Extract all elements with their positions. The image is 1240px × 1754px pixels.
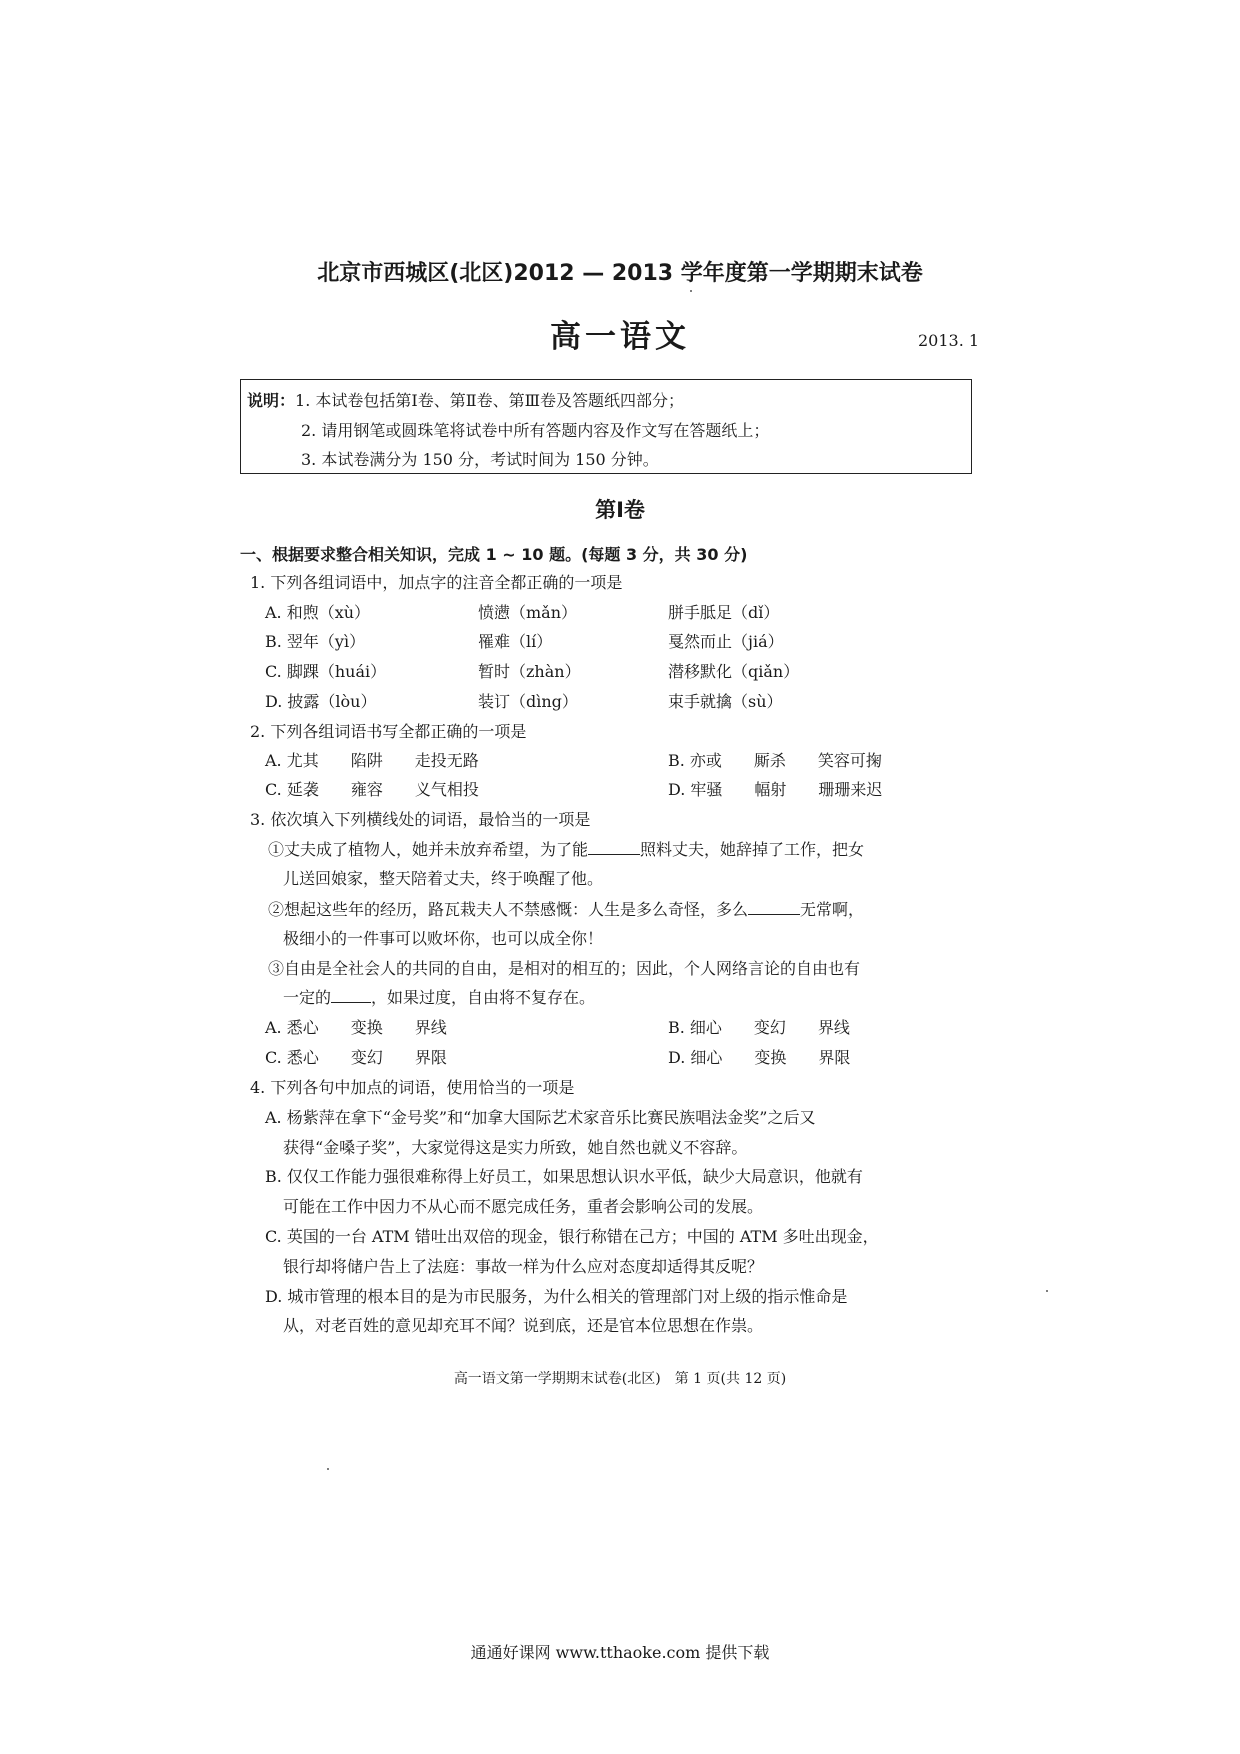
download-watermark: 通通好课网 www.tthaoke.com 提供下载 bbox=[470, 1643, 770, 1662]
q1-option-a-2: 愤懑（mǎn） bbox=[478, 603, 578, 622]
q1-option-d-2: 装订（dìng） bbox=[478, 692, 578, 711]
q1-option-c-1: C. 脚踝（huái） bbox=[265, 662, 387, 681]
q2-option-c: C. 延袭 雍容 义气相投 bbox=[265, 780, 479, 799]
q3-s2-part-b: 无常啊， bbox=[800, 900, 865, 919]
instructions-label: 说明： bbox=[247, 391, 296, 410]
q2-option-d: D. 牢骚 幅射 珊珊来迟 bbox=[668, 780, 883, 799]
q3-sentence-2-line-1 bbox=[268, 897, 864, 920]
q4-option-a-line-2: 获得“金嗓子奖”，大家觉得这是实力所致，她自然也就义不容辞。 bbox=[283, 1138, 748, 1157]
instruction-2: 2. 请用钢笔或圆珠笔将试卷中所有答题内容及作文写在答题纸上； bbox=[301, 421, 770, 440]
instruction-1-text: 1. 本试卷包括第Ⅰ卷、第Ⅱ卷、第Ⅲ卷及答题纸四部分； bbox=[295, 391, 684, 410]
q1-option-c-3: 潜移默化（qiǎn） bbox=[668, 662, 800, 681]
exam-title: 北京市西城区(北区)2012 — 2013 学年度第一学期期末试卷 bbox=[317, 261, 923, 286]
q1-option-c-2: 暂时（zhàn） bbox=[478, 662, 581, 681]
q1-option-b-1: B. 翌年（yì） bbox=[265, 632, 366, 651]
q1-option-a-3: 胼手胝足（dǐ） bbox=[668, 603, 780, 622]
scan-speck bbox=[327, 1468, 329, 1470]
q3-option-c: C. 悉心 变幻 界限 bbox=[265, 1048, 447, 1067]
page-footer: 高一语文第一学期期末试卷(北区) 第 1 页(共 12 页) bbox=[453, 1371, 787, 1387]
q3-blank-1 bbox=[588, 840, 640, 855]
q4-option-c-line-1: C. 英国的一台 ATM 错吐出双倍的现金，银行称错在己方；中国的 ATM 多吐出现金， bbox=[265, 1227, 879, 1246]
q3-blank-3 bbox=[331, 988, 371, 1003]
q1-option-b-3: 戛然而止（jiá） bbox=[668, 632, 784, 651]
q2-option-b: B. 亦或 厮杀 笑容可掬 bbox=[668, 751, 882, 770]
question-4-stem: 4. 下列各句中加点的词语，使用恰当的一项是 bbox=[250, 1078, 575, 1097]
q1-option-b-2: 罹难（lí） bbox=[478, 632, 553, 651]
q1-option-a-1: A. 和煦（xù） bbox=[265, 603, 371, 622]
section-heading: 一、根据要求整合相关知识，完成 1 ~ 10 题。(每题 3 分，共 30 分) bbox=[240, 545, 748, 564]
q4-option-d-line-1: D. 城市管理的根本目的是为市民服务，为什么相关的管理部门对上级的指示惟命是 bbox=[265, 1287, 848, 1306]
q3-blank-2 bbox=[748, 900, 800, 915]
q3-s2-part-a: ②想起这些年的经历，路瓦栽夫人不禁感慨：人生是多么奇怪，多么 bbox=[268, 900, 749, 919]
exam-date: 2013. 1 bbox=[918, 331, 980, 350]
q3-option-a: A. 悉心 变换 界线 bbox=[265, 1018, 447, 1037]
q1-option-d-1: D. 披露（lòu） bbox=[265, 692, 377, 711]
question-3-stem: 3. 依次填入下列横线处的词语，最恰当的一项是 bbox=[250, 810, 591, 829]
q4-option-d-line-2: 从，对老百姓的意见却充耳不闻？说到底，还是官本位思想在作祟。 bbox=[283, 1316, 764, 1335]
q4-option-b-line-2: 可能在工作中因力不从心而不愿完成任务，重者会影响公司的发展。 bbox=[283, 1197, 764, 1216]
q3-sentence-1-line-2: 儿送回娘家，整天陪着丈夫，终于唤醒了他。 bbox=[283, 869, 604, 888]
q2-option-a: A. 尤其 陷阱 走投无路 bbox=[265, 751, 479, 770]
volume-heading: 第Ⅰ卷 bbox=[595, 498, 645, 522]
scan-speck bbox=[690, 290, 692, 292]
question-2-stem: 2. 下列各组词语书写全都正确的一项是 bbox=[250, 722, 527, 741]
q3-s1-part-a: ①丈夫成了植物人，她并未放弃希望，为了能 bbox=[268, 840, 589, 859]
q3-sentence-1-line-1 bbox=[268, 837, 864, 860]
q3-sentence-3-line-2 bbox=[283, 985, 595, 1008]
q3-s1-part-b: 照料丈夫，她辞掉了工作，把女 bbox=[640, 840, 865, 859]
q3-option-b: B. 细心 变幻 界线 bbox=[668, 1018, 850, 1037]
q3-sentence-2-line-2: 极细小的一件事可以败坏你，也可以成全你！ bbox=[283, 929, 604, 948]
instruction-3: 3. 本试卷满分为 150 分，考试时间为 150 分钟。 bbox=[301, 450, 659, 469]
q3-option-d: D. 细心 变换 界限 bbox=[668, 1048, 851, 1067]
q3-s3-part-b: 一定的 bbox=[283, 988, 332, 1007]
instruction-1 bbox=[247, 388, 684, 411]
q3-sentence-3-line-1: ③自由是全社会人的共同的自由，是相对的相互的；因此，个人网络言论的自由也有 bbox=[268, 959, 861, 978]
q4-option-c-line-2: 银行却将储户告上了法庭：事故一样为什么应对态度却适得其反呢？ bbox=[283, 1257, 764, 1276]
question-1-stem: 1. 下列各组词语中，加点字的注音全都正确的一项是 bbox=[250, 573, 623, 592]
instructions-box bbox=[240, 379, 972, 474]
q4-option-a-line-1: A. 杨紫萍在拿下“金号奖”和“加拿大国际艺术家音乐比赛民族唱法金奖”之后又 bbox=[265, 1108, 816, 1127]
q3-s3-part-c: ，如果过度，自由将不复存在。 bbox=[371, 988, 596, 1007]
q1-option-d-3: 束手就擒（sù） bbox=[668, 692, 783, 711]
q4-option-b-line-1: B. 仅仅工作能力强很难称得上好员工，如果思想认识水平低，缺少大局意识，他就有 bbox=[265, 1167, 863, 1186]
subject-title: 高一语文 bbox=[550, 319, 690, 355]
scan-speck bbox=[1046, 1290, 1048, 1292]
